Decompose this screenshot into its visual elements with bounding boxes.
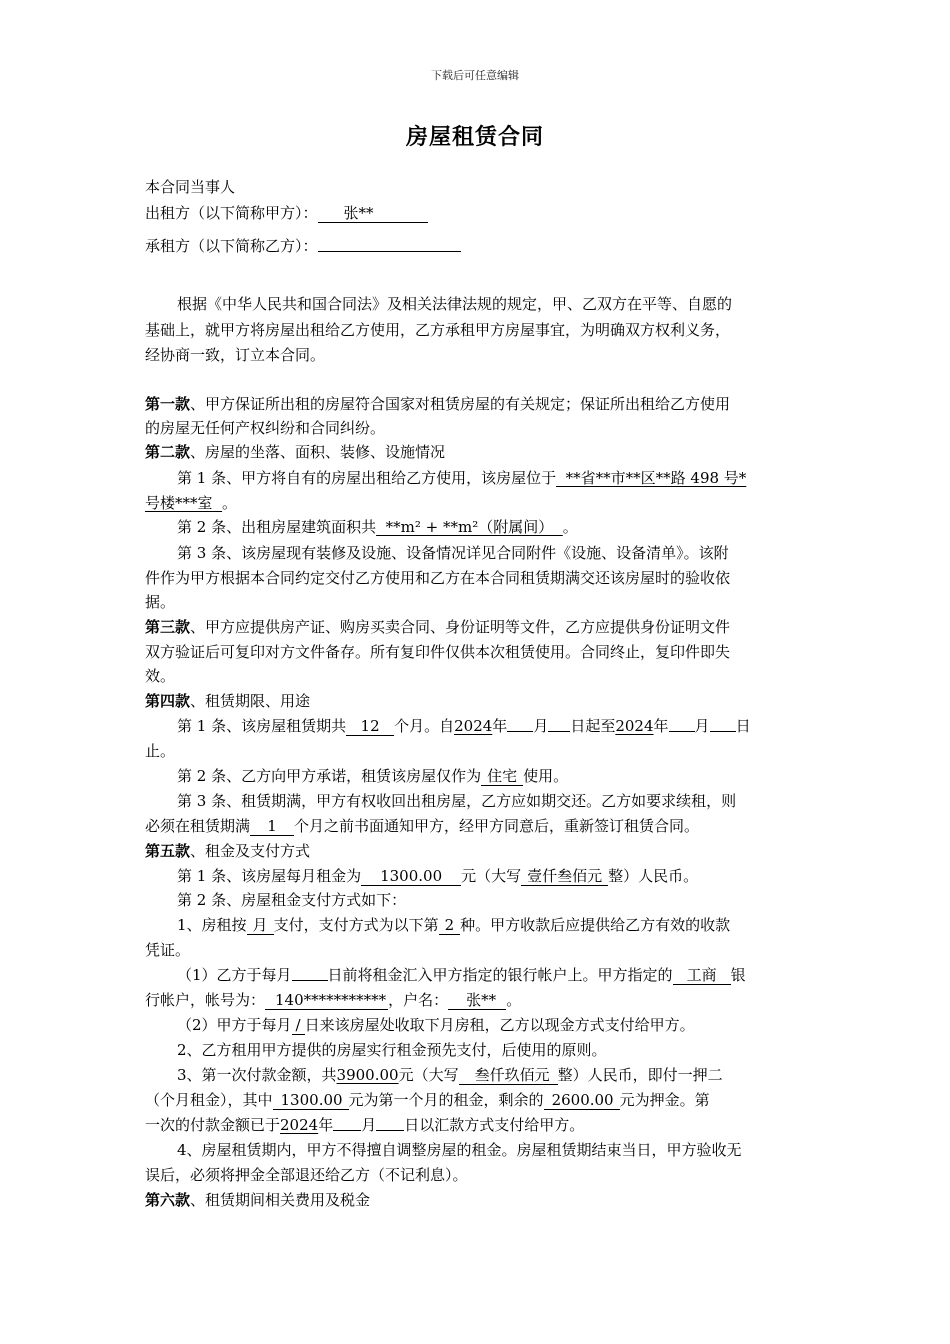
clause-text: 第 1 条、该房屋租赁期共 (177, 717, 347, 735)
clause-text: 日前将租金汇入甲方指定的银行帐户上。甲方指定的 (327, 966, 673, 984)
clause-text: 一次的付款金额已于 (145, 1116, 281, 1134)
clause-text: 使用。 (523, 767, 569, 785)
start-month-blank (507, 716, 533, 732)
section-5-heading: 第五款 (145, 842, 191, 860)
payment-year: 2024 (280, 1116, 319, 1134)
clause-text: 年 (318, 1116, 334, 1134)
account-name: 张** (448, 992, 506, 1010)
clause-text: 日 (735, 717, 751, 735)
end-day-blank (710, 716, 736, 732)
parties-label: 本合同当事人 (145, 178, 236, 196)
clause-text: 个月。自 (394, 717, 455, 735)
section-1-text: 、甲方保证所出租的房屋符合国家对租赁房屋的有关规定；保证所出租给乙方使用 (190, 395, 731, 413)
end-month-blank (669, 716, 695, 732)
option-1-line-2 (145, 990, 815, 1010)
clause-text: 第 2 条、出租房屋建筑面积共 (177, 518, 377, 536)
clause-text: 必须在租赁期满 (145, 817, 251, 835)
section-1-line-1 (145, 394, 815, 414)
clause-text: 1、房租按 (177, 916, 247, 934)
clause-2-1-line-1 (145, 468, 815, 488)
start-day-blank (548, 716, 570, 732)
first-month-rent: 1300.00 (273, 1092, 349, 1110)
clause-text: 日来该房屋处收取下月房租，乙方以现金方式支付给甲方。 (304, 1016, 695, 1034)
clause-2-1-line-2 (145, 493, 815, 513)
deposit-amount: 2600.00 (544, 1092, 620, 1110)
clause-2-2 (145, 517, 815, 537)
monthly-rent: 1300.00 (361, 868, 461, 886)
clause-text: 元为第一个月的租金，剩余的 (348, 1091, 544, 1109)
clause-text: （2）甲方于每月 (177, 1016, 292, 1034)
payment-item-3-line-1 (145, 1065, 815, 1085)
property-address: **省**市**区**路 498 号* (556, 469, 747, 487)
clause-text: 年 (492, 717, 508, 735)
clause-5-2: 第 2 条、房屋租金支付方式如下： (177, 891, 407, 909)
clause-text: 整）人民币，即付一押二 (557, 1066, 723, 1084)
end-year: 2024 (615, 717, 654, 735)
clause-text: 第 1 条、甲方将自有的房屋出租给乙方使用，该房屋位于 (177, 469, 557, 487)
section-5-text: 、租金及支付方式 (190, 842, 311, 860)
payment-item-1-line-2: 凭证。 (145, 941, 191, 959)
section-5-line (145, 841, 815, 861)
section-3-heading: 第三款 (145, 618, 191, 636)
lessor-line (145, 203, 815, 223)
clause-4-1-line-2: 止。 (145, 742, 176, 760)
section-6-line (145, 1190, 815, 1210)
monthly-rent-words: 壹仟叁佰元 (521, 868, 608, 886)
section-1-line-2: 的房屋无任何产权纠纷和合同纠纷。 (145, 419, 386, 437)
clause-text: 月 (361, 1116, 377, 1134)
section-3-line-3: 效。 (145, 667, 176, 685)
notice-months: 1 (250, 818, 294, 836)
clause-text: 元（大写 (398, 1066, 459, 1084)
clause-text: 日以汇款方式支付给甲方。 (404, 1116, 585, 1134)
section-3-line-2: 双方验证后可复印对方文件备存。所有复印件仅供本次租赁使用。合同终止，复印件即失 (145, 643, 731, 661)
lessor-name-field: 张** (318, 205, 428, 223)
clause-text: 日起至 (570, 717, 616, 735)
payment-item-1-line-1 (145, 915, 815, 935)
clause-text: 银 (730, 966, 746, 984)
punctuation: 。 (222, 494, 238, 512)
payment-item-4-line-2: 误后，必须将押金全部退还给乙方（不记利息）。 (145, 1166, 468, 1184)
section-1-heading: 第一款 (145, 395, 191, 413)
lessee-line (145, 236, 815, 256)
clause-text: 种。甲方收款后应提供给乙方有效的收款 (460, 916, 731, 934)
clause-5-1 (145, 866, 815, 886)
payment-item-2: 2、乙方租用甲方提供的房屋实行租金预先支付，后使用的原则。 (177, 1041, 607, 1059)
lease-months: 12 (346, 718, 394, 736)
payment-period: 月 (247, 917, 274, 935)
preamble-line-1: 根据《中华人民共和国合同法》及相关法律法规的规定，甲、乙双方在平等、自愿的 (177, 295, 733, 313)
option-2 (145, 1015, 815, 1035)
clause-4-1-line-1 (145, 716, 815, 736)
payment-item-4-line-1: 4、房屋租赁期内，甲方不得擅自调整房屋的租金。房屋租赁期结束当日，甲方验收无 (177, 1141, 742, 1159)
clause-text: 年 (653, 717, 669, 735)
section-4-heading: 第四款 (145, 692, 191, 710)
section-2-text: 、房屋的坐落、面积、装修、设施情况 (190, 443, 446, 461)
header-note: 下载后可任意编辑 (431, 69, 519, 82)
payment-method-number: 2 (439, 917, 461, 935)
clause-2-3-line-3: 据。 (145, 593, 176, 611)
clause-4-3-line-1: 第 3 条、租赁期满，甲方有权收回出租房屋，乙方应如期交还。乙方如要求续租，则 (177, 792, 737, 810)
payment-day-blank (376, 1115, 404, 1131)
property-use: 住宅 (481, 768, 523, 786)
lessee-name-field (318, 236, 461, 252)
clause-text: 支付，支付方式为以下第 (273, 916, 439, 934)
clause-2-3-line-2: 件作为甲方根据本合同约定交付乙方使用和乙方在本合同租赁期满交还该房屋时的验收依 (145, 569, 731, 587)
section-6-heading: 第六款 (145, 1191, 191, 1209)
clause-text: （个月租金），其中 (145, 1091, 273, 1109)
bank-name: 工商 (673, 967, 731, 985)
section-4-line (145, 691, 815, 711)
payment-item-3-line-3 (145, 1115, 815, 1135)
clause-text: 第 2 条、乙方向甲方承诺，租赁该房屋仅作为 (177, 767, 482, 785)
document-title: 房屋租赁合同 (405, 125, 544, 150)
clause-text: 月 (533, 717, 549, 735)
lessor-label: 出租方（以下简称甲方）： (145, 204, 318, 222)
clause-text: 元（大写 (461, 867, 522, 885)
punctuation: 。 (562, 518, 578, 536)
clause-text: 个月之前书面通知甲方，经甲方同意后，重新签订租赁合同。 (294, 817, 700, 835)
clause-text: 。 (506, 991, 522, 1009)
clause-2-3-line-1: 第 3 条、该房屋现有装修及设施、设备情况详见合同附件《设施、设备清单》。该附 (177, 544, 729, 562)
clause-text: 元为押金。第 (619, 1091, 710, 1109)
section-3-line-1 (145, 617, 815, 637)
section-2-line (145, 442, 815, 462)
preamble-line-2: 基础上，就甲方将房屋出租给乙方使用，乙方承租甲方房屋事宜，为明确双方权利义务， (145, 321, 731, 339)
clause-text: （1）乙方于每月 (177, 966, 292, 984)
section-4-text: 、租赁期限、用途 (190, 692, 311, 710)
clause-text: 第 1 条、该房屋每月租金为 (177, 867, 362, 885)
payment-month-blank (333, 1115, 361, 1131)
collection-day: / (292, 1017, 305, 1035)
first-payment-words: 叁仟玖佰元 (459, 1067, 558, 1085)
transfer-day-blank (292, 965, 328, 981)
section-2-heading: 第二款 (145, 443, 191, 461)
first-payment-total: 3900.00 (336, 1066, 399, 1084)
clause-text: ，户名： (388, 991, 449, 1009)
start-year: 2024 (454, 717, 493, 735)
clause-4-2 (145, 766, 815, 786)
lessee-label: 承租方（以下简称乙方）： (145, 237, 318, 255)
building-area: **m² + **m²（附属间） (376, 518, 563, 536)
bank-account: 140*********** (265, 992, 388, 1010)
clause-text: 月 (694, 717, 710, 735)
preamble-line-3: 经协商一致，订立本合同。 (145, 346, 326, 364)
section-3-text: 、甲方应提供房产证、购房买卖合同、身份证明等文件，乙方应提供身份证明文件 (190, 618, 731, 636)
clause-4-3-line-2 (145, 816, 815, 836)
section-6-text: 、租赁期间相关费用及税金 (190, 1191, 371, 1209)
option-1-line-1 (145, 965, 815, 985)
clause-text: 整）人民币。 (608, 867, 699, 885)
property-address-cont: 号楼***室 (145, 494, 223, 512)
payment-item-3-line-2 (145, 1090, 815, 1110)
clause-text: 3、第一次付款金额，共 (177, 1066, 337, 1084)
clause-text: 行帐户，帐号为： (145, 991, 266, 1009)
